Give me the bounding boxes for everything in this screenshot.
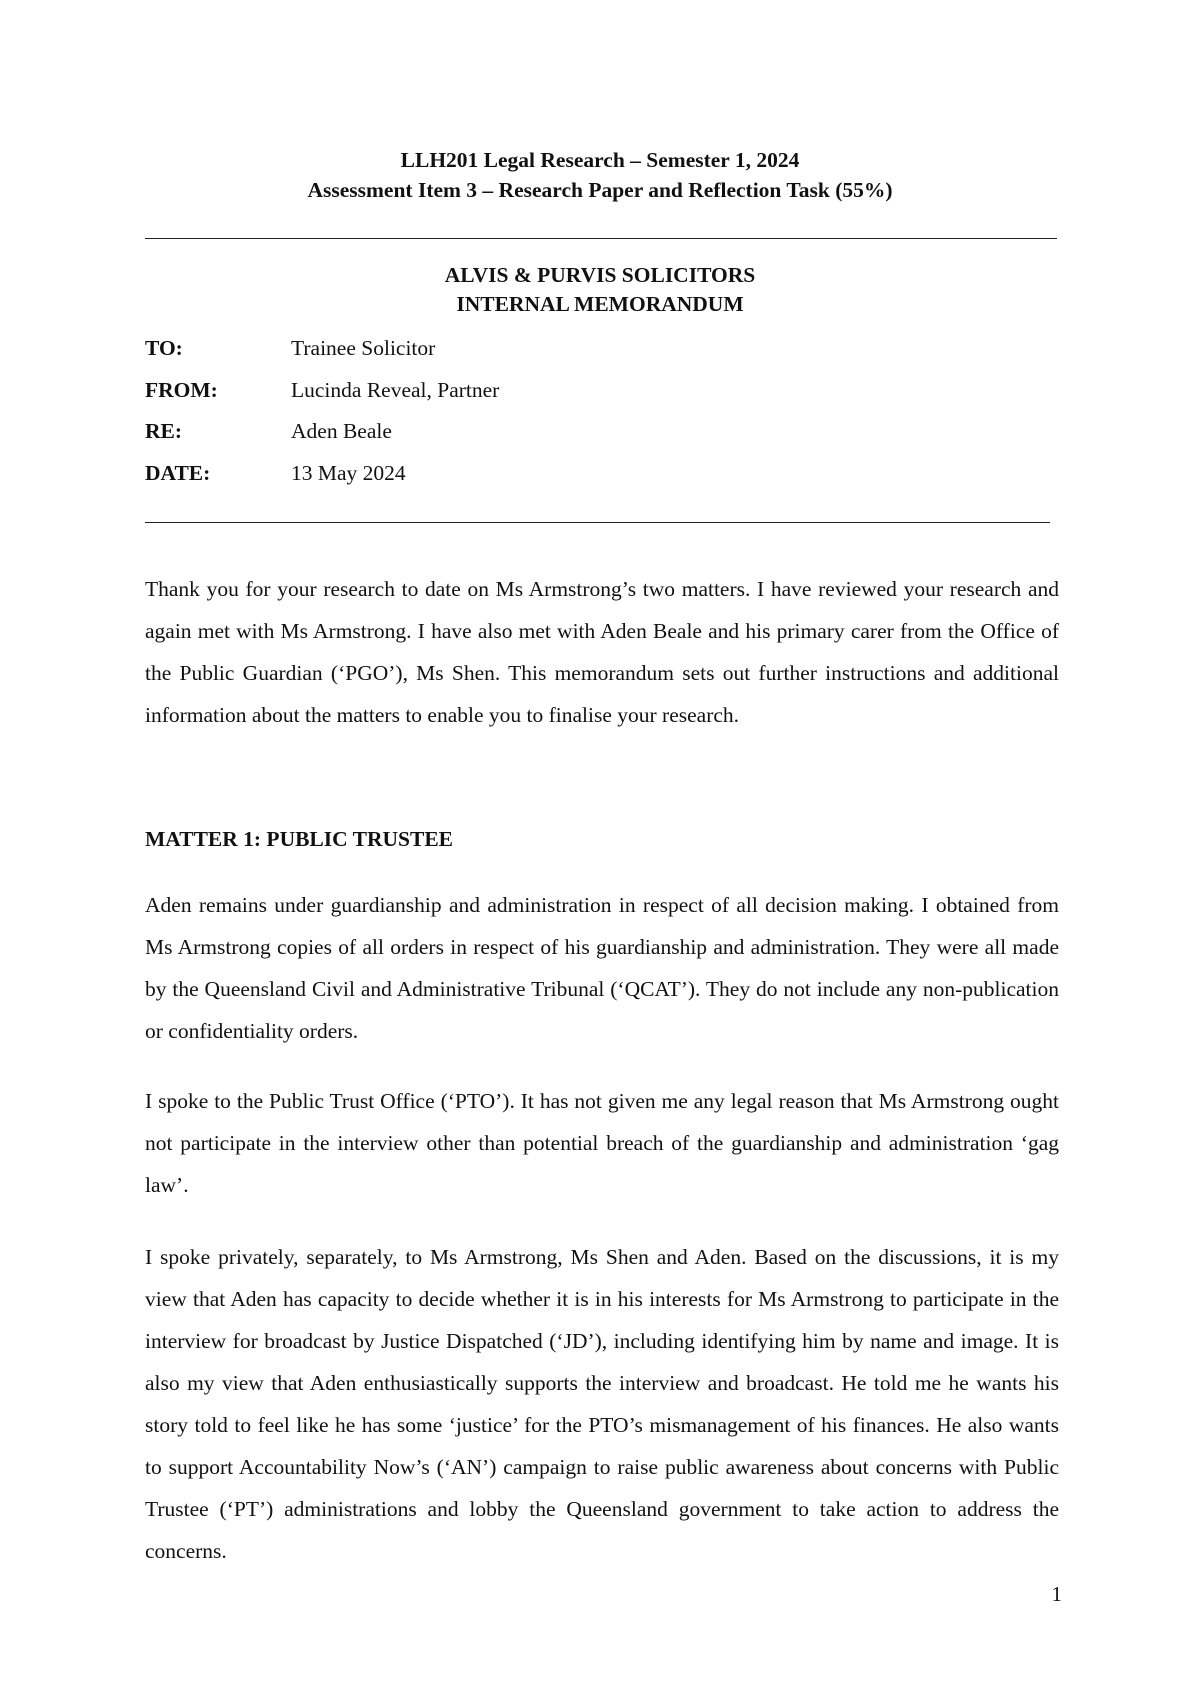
course-title: LLH201 Legal Research – Semester 1, 2024 [400,148,800,172]
paragraph-guardianship: Aden remains under guardianship and administration in respect of all decision making. I obtained from Ms Armstrong copies of all orders in respect of his guardianship and administration. They were all made by the Queensland Civil and Administrative Tribunal (‘QCAT’). They do not include any non-publication or confidentiality orders. [145,893,1059,1043]
memo-re-label: RE: [145,419,183,443]
firm-name: ALVIS & PURVIS SOLICITORS [444,263,756,287]
memo-to-label: TO: [145,336,183,360]
matter-1-heading: MATTER 1: PUBLIC TRUSTEE [145,827,454,851]
memo-re-row [145,419,1055,461]
assessment-title: Assessment Item 3 – Research Paper and Reflection Task (55%) [307,178,893,202]
firm-header [145,261,1055,319]
page-number: 1 [1051,1582,1062,1606]
memo-date-label: DATE: [145,460,211,485]
memo-date-value: 13 May 2024 [291,460,406,485]
memo-to-row [145,336,1055,378]
paragraph-capacity: I spoke privately, separately, to Ms Armstrong, Ms Shen and Aden. Based on the discussions, it is my view that Aden has capacity to decide whether it is in his interests for Ms Armstrong to participate in the interview for broadcast by Justice Dispatched (‘JD’), including identifying him by name and image. It is also my view that Aden enthusiastically supports the interview and broadcast. He told me he wants his story told to feel like he has some ‘justice’ for the PTO’s mismanagement of his finances. He also wants to support Accountability Now’s (‘AN’) campaign to raise public awareness about concerns with Public Trustee (‘PT’) administrations and lobby the Queensland government to take action to address the concerns. [145,1245,1059,1563]
memo-re-value: Aden Beale [291,419,392,443]
memo-type: INTERNAL MEMORANDUM [456,292,744,316]
memo-from-row [145,378,1055,420]
header-divider [145,238,1057,239]
memo-date-row [145,461,1055,503]
intro-paragraph: Thank you for your research to date on Ms Armstrong’s two matters. I have reviewed your research and again met with Ms Armstrong. I have also met with Aden Beale and his primary carer from the Office of the Public Guardian (‘PGO’), Ms Shen. This memorandum sets out further instructions and additional information about the matters to enable you to finalise your research. [145,577,1059,727]
assessment-header [145,145,1055,205]
memo-to-value: Trainee Solicitor [291,336,436,360]
memo-meta [145,336,1055,502]
meta-divider [145,522,1050,523]
memo-from-value: Lucinda Reveal, Partner [291,377,500,402]
memo-from-label: FROM: [145,377,218,402]
paragraph-pto: I spoke to the Public Trust Office (‘PTO’). It has not given me any legal reason that Ms Armstrong ought not participate in the interview other than potential breach of the guardianship and administration ‘gag law’. [145,1089,1059,1197]
